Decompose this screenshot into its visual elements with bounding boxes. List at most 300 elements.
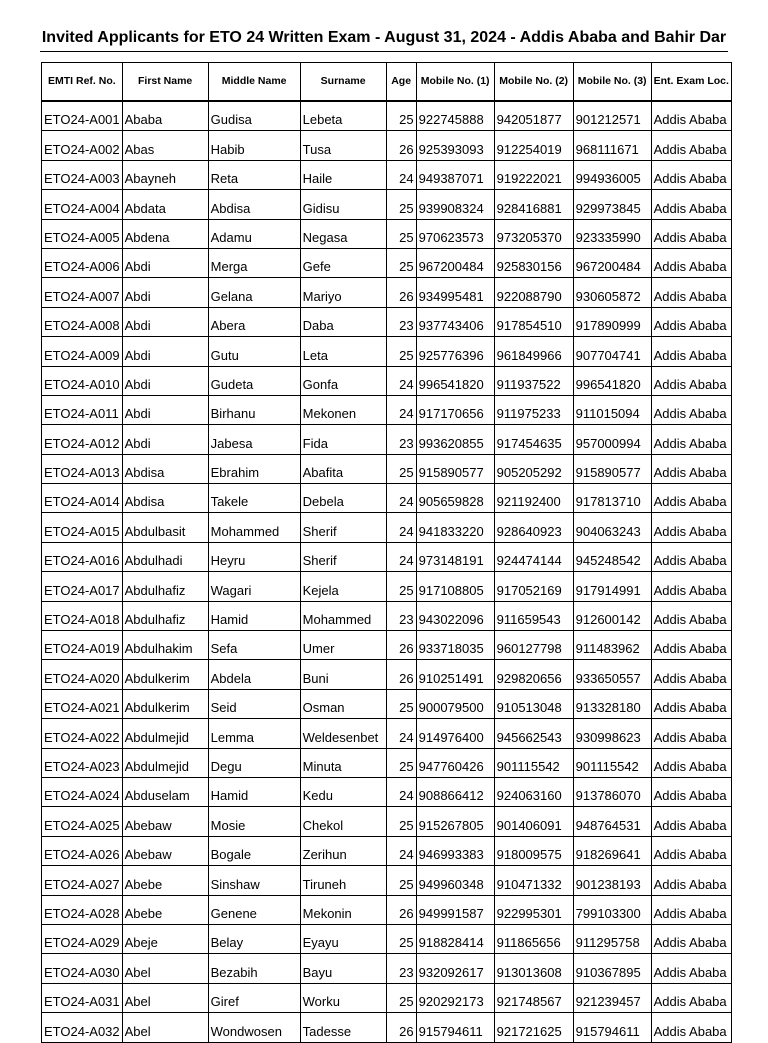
- surname-cell: Eyayu: [300, 924, 386, 953]
- exam-location-cell: Addis Ababa: [651, 895, 731, 924]
- exam-location-cell: Addis Ababa: [651, 631, 731, 660]
- middle-name-cell: Sefa: [208, 631, 300, 660]
- ref-no-cell: ETO24-A017: [42, 572, 123, 601]
- mobile-2-cell: 922995301: [494, 895, 573, 924]
- exam-location-cell: Addis Ababa: [651, 601, 731, 630]
- mobile-2-cell: 919222021: [494, 160, 573, 189]
- exam-location-cell: Addis Ababa: [651, 660, 731, 689]
- surname-cell: Mohammed: [300, 601, 386, 630]
- age-cell: 25: [386, 248, 416, 277]
- mobile-1-cell: 967200484: [416, 248, 494, 277]
- exam-location-cell: Addis Ababa: [651, 689, 731, 718]
- table-row: [42, 454, 732, 483]
- ref-no-cell: ETO24-A007: [42, 278, 123, 307]
- age-cell: 25: [386, 337, 416, 366]
- mobile-2-cell: 911975233: [494, 395, 573, 424]
- mobile-2-cell: 921748567: [494, 983, 573, 1012]
- exam-location-cell: Addis Ababa: [651, 836, 731, 865]
- age-cell: 23: [386, 307, 416, 336]
- middle-name-cell: Gudisa: [208, 101, 300, 131]
- table-row: [42, 631, 732, 660]
- surname-cell: Sherif: [300, 542, 386, 571]
- mobile-2-cell: 901115542: [494, 748, 573, 777]
- surname-cell: Tadesse: [300, 1013, 386, 1042]
- column-header-middle-name: Middle Name: [208, 63, 300, 102]
- first-name-cell: Abebaw: [122, 836, 208, 865]
- age-cell: 24: [386, 366, 416, 395]
- mobile-3-cell: 994936005: [573, 160, 651, 189]
- first-name-cell: Abdulmejid: [122, 748, 208, 777]
- mobile-1-cell: 934995481: [416, 278, 494, 307]
- column-header-ref-no: EMTI Ref. No.: [42, 63, 123, 102]
- surname-cell: Sherif: [300, 513, 386, 542]
- mobile-2-cell: 928416881: [494, 190, 573, 219]
- mobile-3-cell: 911483962: [573, 631, 651, 660]
- table-row: [42, 101, 732, 131]
- exam-location-cell: Addis Ababa: [651, 248, 731, 277]
- exam-location-cell: Addis Ababa: [651, 542, 731, 571]
- table-row: [42, 1013, 732, 1042]
- exam-location-cell: Addis Ababa: [651, 278, 731, 307]
- ref-no-cell: ETO24-A021: [42, 689, 123, 718]
- ref-no-cell: ETO24-A004: [42, 190, 123, 219]
- mobile-1-cell: 949991587: [416, 895, 494, 924]
- mobile-1-cell: 917108805: [416, 572, 494, 601]
- ref-no-cell: ETO24-A032: [42, 1013, 123, 1042]
- first-name-cell: Abebaw: [122, 807, 208, 836]
- exam-location-cell: Addis Ababa: [651, 572, 731, 601]
- mobile-2-cell: 913013608: [494, 954, 573, 983]
- ref-no-cell: ETO24-A005: [42, 219, 123, 248]
- first-name-cell: Abdi: [122, 248, 208, 277]
- mobile-1-cell: 922745888: [416, 101, 494, 131]
- mobile-3-cell: 913328180: [573, 689, 651, 718]
- mobile-3-cell: 923335990: [573, 219, 651, 248]
- age-cell: 25: [386, 866, 416, 895]
- exam-location-cell: Addis Ababa: [651, 454, 731, 483]
- mobile-3-cell: 907704741: [573, 337, 651, 366]
- column-header-first-name: First Name: [122, 63, 208, 102]
- exam-location-cell: Addis Ababa: [651, 366, 731, 395]
- table-row: [42, 542, 732, 571]
- mobile-3-cell: 933650557: [573, 660, 651, 689]
- mobile-3-cell: 930605872: [573, 278, 651, 307]
- first-name-cell: Abdata: [122, 190, 208, 219]
- age-cell: 26: [386, 278, 416, 307]
- age-cell: 23: [386, 954, 416, 983]
- surname-cell: Mekonin: [300, 895, 386, 924]
- title-underline: [40, 51, 728, 52]
- mobile-1-cell: 925393093: [416, 131, 494, 160]
- table-row: [42, 131, 732, 160]
- middle-name-cell: Abdisa: [208, 190, 300, 219]
- mobile-1-cell: 900079500: [416, 689, 494, 718]
- mobile-1-cell: 993620855: [416, 425, 494, 454]
- ref-no-cell: ETO24-A027: [42, 866, 123, 895]
- exam-location-cell: Addis Ababa: [651, 337, 731, 366]
- table-row: [42, 190, 732, 219]
- mobile-2-cell: 924063160: [494, 777, 573, 806]
- surname-cell: Bayu: [300, 954, 386, 983]
- first-name-cell: Abdulhadi: [122, 542, 208, 571]
- mobile-2-cell: 973205370: [494, 219, 573, 248]
- age-cell: 25: [386, 454, 416, 483]
- first-name-cell: Abdi: [122, 307, 208, 336]
- age-cell: 26: [386, 1013, 416, 1042]
- first-name-cell: Ababa: [122, 101, 208, 131]
- middle-name-cell: Mosie: [208, 807, 300, 836]
- table-row: [42, 484, 732, 513]
- mobile-1-cell: 933718035: [416, 631, 494, 660]
- surname-cell: Mekonen: [300, 395, 386, 424]
- table-row: [42, 748, 732, 777]
- surname-cell: Zerihun: [300, 836, 386, 865]
- table-row: [42, 807, 732, 836]
- age-cell: 26: [386, 631, 416, 660]
- mobile-2-cell: 917854510: [494, 307, 573, 336]
- middle-name-cell: Seid: [208, 689, 300, 718]
- table-row: [42, 719, 732, 748]
- age-cell: 24: [386, 513, 416, 542]
- mobile-3-cell: 799103300: [573, 895, 651, 924]
- age-cell: 25: [386, 924, 416, 953]
- table-row: [42, 660, 732, 689]
- mobile-3-cell: 901212571: [573, 101, 651, 131]
- first-name-cell: Abel: [122, 954, 208, 983]
- ref-no-cell: ETO24-A023: [42, 748, 123, 777]
- age-cell: 24: [386, 836, 416, 865]
- mobile-3-cell: 917813710: [573, 484, 651, 513]
- mobile-1-cell: 970623573: [416, 219, 494, 248]
- age-cell: 24: [386, 160, 416, 189]
- mobile-2-cell: 911937522: [494, 366, 573, 395]
- age-cell: 25: [386, 807, 416, 836]
- mobile-3-cell: 915890577: [573, 454, 651, 483]
- first-name-cell: Abdena: [122, 219, 208, 248]
- table-row: [42, 895, 732, 924]
- first-name-cell: Abebe: [122, 866, 208, 895]
- surname-cell: Osman: [300, 689, 386, 718]
- first-name-cell: Abayneh: [122, 160, 208, 189]
- mobile-1-cell: 996541820: [416, 366, 494, 395]
- ref-no-cell: ETO24-A003: [42, 160, 123, 189]
- age-cell: 23: [386, 425, 416, 454]
- surname-cell: Chekol: [300, 807, 386, 836]
- mobile-2-cell: 917052169: [494, 572, 573, 601]
- age-cell: 26: [386, 660, 416, 689]
- column-header-mobile-1: Mobile No. (1): [416, 63, 494, 102]
- mobile-1-cell: 925776396: [416, 337, 494, 366]
- mobile-2-cell: 918009575: [494, 836, 573, 865]
- surname-cell: Worku: [300, 983, 386, 1012]
- ref-no-cell: ETO24-A025: [42, 807, 123, 836]
- table-body: [42, 101, 732, 1042]
- exam-location-cell: Addis Ababa: [651, 190, 731, 219]
- first-name-cell: Abdi: [122, 395, 208, 424]
- mobile-1-cell: 939908324: [416, 190, 494, 219]
- table-row: [42, 689, 732, 718]
- mobile-2-cell: 960127798: [494, 631, 573, 660]
- applicants-table: [41, 62, 732, 1043]
- mobile-1-cell: 915267805: [416, 807, 494, 836]
- table-row: [42, 337, 732, 366]
- mobile-3-cell: 930998623: [573, 719, 651, 748]
- exam-location-cell: Addis Ababa: [651, 131, 731, 160]
- mobile-3-cell: 904063243: [573, 513, 651, 542]
- exam-location-cell: Addis Ababa: [651, 1013, 731, 1042]
- age-cell: 23: [386, 601, 416, 630]
- column-header-age: Age: [386, 63, 416, 102]
- mobile-2-cell: 925830156: [494, 248, 573, 277]
- mobile-3-cell: 957000994: [573, 425, 651, 454]
- middle-name-cell: Degu: [208, 748, 300, 777]
- table-header-row: [42, 63, 732, 102]
- ref-no-cell: ETO24-A020: [42, 660, 123, 689]
- middle-name-cell: Belay: [208, 924, 300, 953]
- middle-name-cell: Bezabih: [208, 954, 300, 983]
- first-name-cell: Abdi: [122, 366, 208, 395]
- age-cell: 25: [386, 219, 416, 248]
- middle-name-cell: Takele: [208, 484, 300, 513]
- first-name-cell: Abdulbasit: [122, 513, 208, 542]
- first-name-cell: Abebe: [122, 895, 208, 924]
- first-name-cell: Abdi: [122, 425, 208, 454]
- mobile-2-cell: 910471332: [494, 866, 573, 895]
- mobile-2-cell: 921192400: [494, 484, 573, 513]
- surname-cell: Kedu: [300, 777, 386, 806]
- mobile-1-cell: 920292173: [416, 983, 494, 1012]
- ref-no-cell: ETO24-A028: [42, 895, 123, 924]
- ref-no-cell: ETO24-A015: [42, 513, 123, 542]
- first-name-cell: Abdi: [122, 337, 208, 366]
- first-name-cell: Abduselam: [122, 777, 208, 806]
- first-name-cell: Abdisa: [122, 454, 208, 483]
- exam-location-cell: Addis Ababa: [651, 395, 731, 424]
- surname-cell: Gefe: [300, 248, 386, 277]
- surname-cell: Negasa: [300, 219, 386, 248]
- mobile-3-cell: 945248542: [573, 542, 651, 571]
- middle-name-cell: Abera: [208, 307, 300, 336]
- exam-location-cell: Addis Ababa: [651, 307, 731, 336]
- middle-name-cell: Abdela: [208, 660, 300, 689]
- ref-no-cell: ETO24-A030: [42, 954, 123, 983]
- middle-name-cell: Mohammed: [208, 513, 300, 542]
- mobile-3-cell: 913786070: [573, 777, 651, 806]
- surname-cell: Mariyo: [300, 278, 386, 307]
- mobile-2-cell: 929820656: [494, 660, 573, 689]
- exam-location-cell: Addis Ababa: [651, 777, 731, 806]
- table-row: [42, 777, 732, 806]
- table-row: [42, 219, 732, 248]
- exam-location-cell: Addis Ababa: [651, 748, 731, 777]
- exam-location-cell: Addis Ababa: [651, 807, 731, 836]
- mobile-1-cell: 947760426: [416, 748, 494, 777]
- middle-name-cell: Wondwosen: [208, 1013, 300, 1042]
- exam-location-cell: Addis Ababa: [651, 954, 731, 983]
- ref-no-cell: ETO24-A016: [42, 542, 123, 571]
- table-row: [42, 160, 732, 189]
- first-name-cell: Abdulhafiz: [122, 601, 208, 630]
- mobile-3-cell: 929973845: [573, 190, 651, 219]
- exam-location-cell: Addis Ababa: [651, 219, 731, 248]
- surname-cell: Buni: [300, 660, 386, 689]
- first-name-cell: Abel: [122, 1013, 208, 1042]
- mobile-3-cell: 911015094: [573, 395, 651, 424]
- first-name-cell: Abdulhafiz: [122, 572, 208, 601]
- mobile-1-cell: 905659828: [416, 484, 494, 513]
- ref-no-cell: ETO24-A013: [42, 454, 123, 483]
- age-cell: 24: [386, 395, 416, 424]
- mobile-3-cell: 912600142: [573, 601, 651, 630]
- table-row: [42, 983, 732, 1012]
- ref-no-cell: ETO24-A022: [42, 719, 123, 748]
- mobile-2-cell: 911865656: [494, 924, 573, 953]
- age-cell: 26: [386, 131, 416, 160]
- middle-name-cell: Habib: [208, 131, 300, 160]
- first-name-cell: Abdulmejid: [122, 719, 208, 748]
- mobile-1-cell: 946993383: [416, 836, 494, 865]
- ref-no-cell: ETO24-A008: [42, 307, 123, 336]
- column-header-mobile-3: Mobile No. (3): [573, 63, 651, 102]
- ref-no-cell: ETO24-A029: [42, 924, 123, 953]
- ref-no-cell: ETO24-A010: [42, 366, 123, 395]
- table-row: [42, 425, 732, 454]
- middle-name-cell: Merga: [208, 248, 300, 277]
- ref-no-cell: ETO24-A001: [42, 101, 123, 131]
- mobile-2-cell: 942051877: [494, 101, 573, 131]
- age-cell: 25: [386, 689, 416, 718]
- middle-name-cell: Wagari: [208, 572, 300, 601]
- mobile-2-cell: 961849966: [494, 337, 573, 366]
- middle-name-cell: Birhanu: [208, 395, 300, 424]
- table-row: [42, 866, 732, 895]
- mobile-1-cell: 910251491: [416, 660, 494, 689]
- middle-name-cell: Ebrahim: [208, 454, 300, 483]
- middle-name-cell: Gelana: [208, 278, 300, 307]
- mobile-1-cell: 917170656: [416, 395, 494, 424]
- column-header-exam-location: Ent. Exam Loc.: [651, 63, 731, 102]
- surname-cell: Lebeta: [300, 101, 386, 131]
- table-row: [42, 278, 732, 307]
- surname-cell: Tusa: [300, 131, 386, 160]
- exam-location-cell: Addis Ababa: [651, 719, 731, 748]
- ref-no-cell: ETO24-A006: [42, 248, 123, 277]
- table-row: [42, 366, 732, 395]
- table-row: [42, 513, 732, 542]
- ref-no-cell: ETO24-A024: [42, 777, 123, 806]
- middle-name-cell: Genene: [208, 895, 300, 924]
- mobile-3-cell: 996541820: [573, 366, 651, 395]
- mobile-2-cell: 912254019: [494, 131, 573, 160]
- table-row: [42, 248, 732, 277]
- surname-cell: Fida: [300, 425, 386, 454]
- surname-cell: Tiruneh: [300, 866, 386, 895]
- exam-location-cell: Addis Ababa: [651, 513, 731, 542]
- surname-cell: Umer: [300, 631, 386, 660]
- age-cell: 25: [386, 572, 416, 601]
- mobile-3-cell: 921239457: [573, 983, 651, 1012]
- mobile-3-cell: 948764531: [573, 807, 651, 836]
- ref-no-cell: ETO24-A012: [42, 425, 123, 454]
- age-cell: 24: [386, 777, 416, 806]
- surname-cell: Daba: [300, 307, 386, 336]
- mobile-1-cell: 937743406: [416, 307, 494, 336]
- table-row: [42, 601, 732, 630]
- document-title: Invited Applicants for ETO 24 Written Exam - August 31, 2024 - Addis Ababa and Bahir Dar: [41, 29, 727, 46]
- first-name-cell: Abdisa: [122, 484, 208, 513]
- ref-no-cell: ETO24-A018: [42, 601, 123, 630]
- ref-no-cell: ETO24-A019: [42, 631, 123, 660]
- middle-name-cell: Heyru: [208, 542, 300, 571]
- mobile-1-cell: 932092617: [416, 954, 494, 983]
- mobile-2-cell: 921721625: [494, 1013, 573, 1042]
- exam-location-cell: Addis Ababa: [651, 924, 731, 953]
- mobile-3-cell: 917914991: [573, 572, 651, 601]
- middle-name-cell: Hamid: [208, 601, 300, 630]
- exam-location-cell: Addis Ababa: [651, 484, 731, 513]
- mobile-3-cell: 901238193: [573, 866, 651, 895]
- middle-name-cell: Lemma: [208, 719, 300, 748]
- first-name-cell: Abel: [122, 983, 208, 1012]
- mobile-1-cell: 941833220: [416, 513, 494, 542]
- surname-cell: Gidisu: [300, 190, 386, 219]
- column-header-mobile-2: Mobile No. (2): [494, 63, 573, 102]
- middle-name-cell: Gudeta: [208, 366, 300, 395]
- mobile-2-cell: 945662543: [494, 719, 573, 748]
- surname-cell: Leta: [300, 337, 386, 366]
- first-name-cell: Abeje: [122, 924, 208, 953]
- surname-cell: Minuta: [300, 748, 386, 777]
- age-cell: 25: [386, 983, 416, 1012]
- ref-no-cell: ETO24-A026: [42, 836, 123, 865]
- ref-no-cell: ETO24-A002: [42, 131, 123, 160]
- mobile-2-cell: 911659543: [494, 601, 573, 630]
- mobile-3-cell: 911295758: [573, 924, 651, 953]
- column-header-surname: Surname: [300, 63, 386, 102]
- mobile-2-cell: 905205292: [494, 454, 573, 483]
- surname-cell: Haile: [300, 160, 386, 189]
- mobile-1-cell: 918828414: [416, 924, 494, 953]
- table-row: [42, 395, 732, 424]
- mobile-1-cell: 914976400: [416, 719, 494, 748]
- mobile-1-cell: 908866412: [416, 777, 494, 806]
- first-name-cell: Abas: [122, 131, 208, 160]
- first-name-cell: Abdi: [122, 278, 208, 307]
- table-row: [42, 836, 732, 865]
- mobile-2-cell: 924474144: [494, 542, 573, 571]
- mobile-3-cell: 917890999: [573, 307, 651, 336]
- age-cell: 26: [386, 895, 416, 924]
- middle-name-cell: Reta: [208, 160, 300, 189]
- mobile-2-cell: 922088790: [494, 278, 573, 307]
- age-cell: 25: [386, 190, 416, 219]
- mobile-3-cell: 967200484: [573, 248, 651, 277]
- age-cell: 24: [386, 542, 416, 571]
- mobile-3-cell: 968111671: [573, 131, 651, 160]
- mobile-2-cell: 917454635: [494, 425, 573, 454]
- mobile-1-cell: 949960348: [416, 866, 494, 895]
- age-cell: 25: [386, 748, 416, 777]
- surname-cell: Abafita: [300, 454, 386, 483]
- ref-no-cell: ETO24-A009: [42, 337, 123, 366]
- ref-no-cell: ETO24-A014: [42, 484, 123, 513]
- age-cell: 25: [386, 101, 416, 131]
- middle-name-cell: Adamu: [208, 219, 300, 248]
- ref-no-cell: ETO24-A011: [42, 395, 123, 424]
- mobile-3-cell: 918269641: [573, 836, 651, 865]
- mobile-1-cell: 949387071: [416, 160, 494, 189]
- mobile-2-cell: 901406091: [494, 807, 573, 836]
